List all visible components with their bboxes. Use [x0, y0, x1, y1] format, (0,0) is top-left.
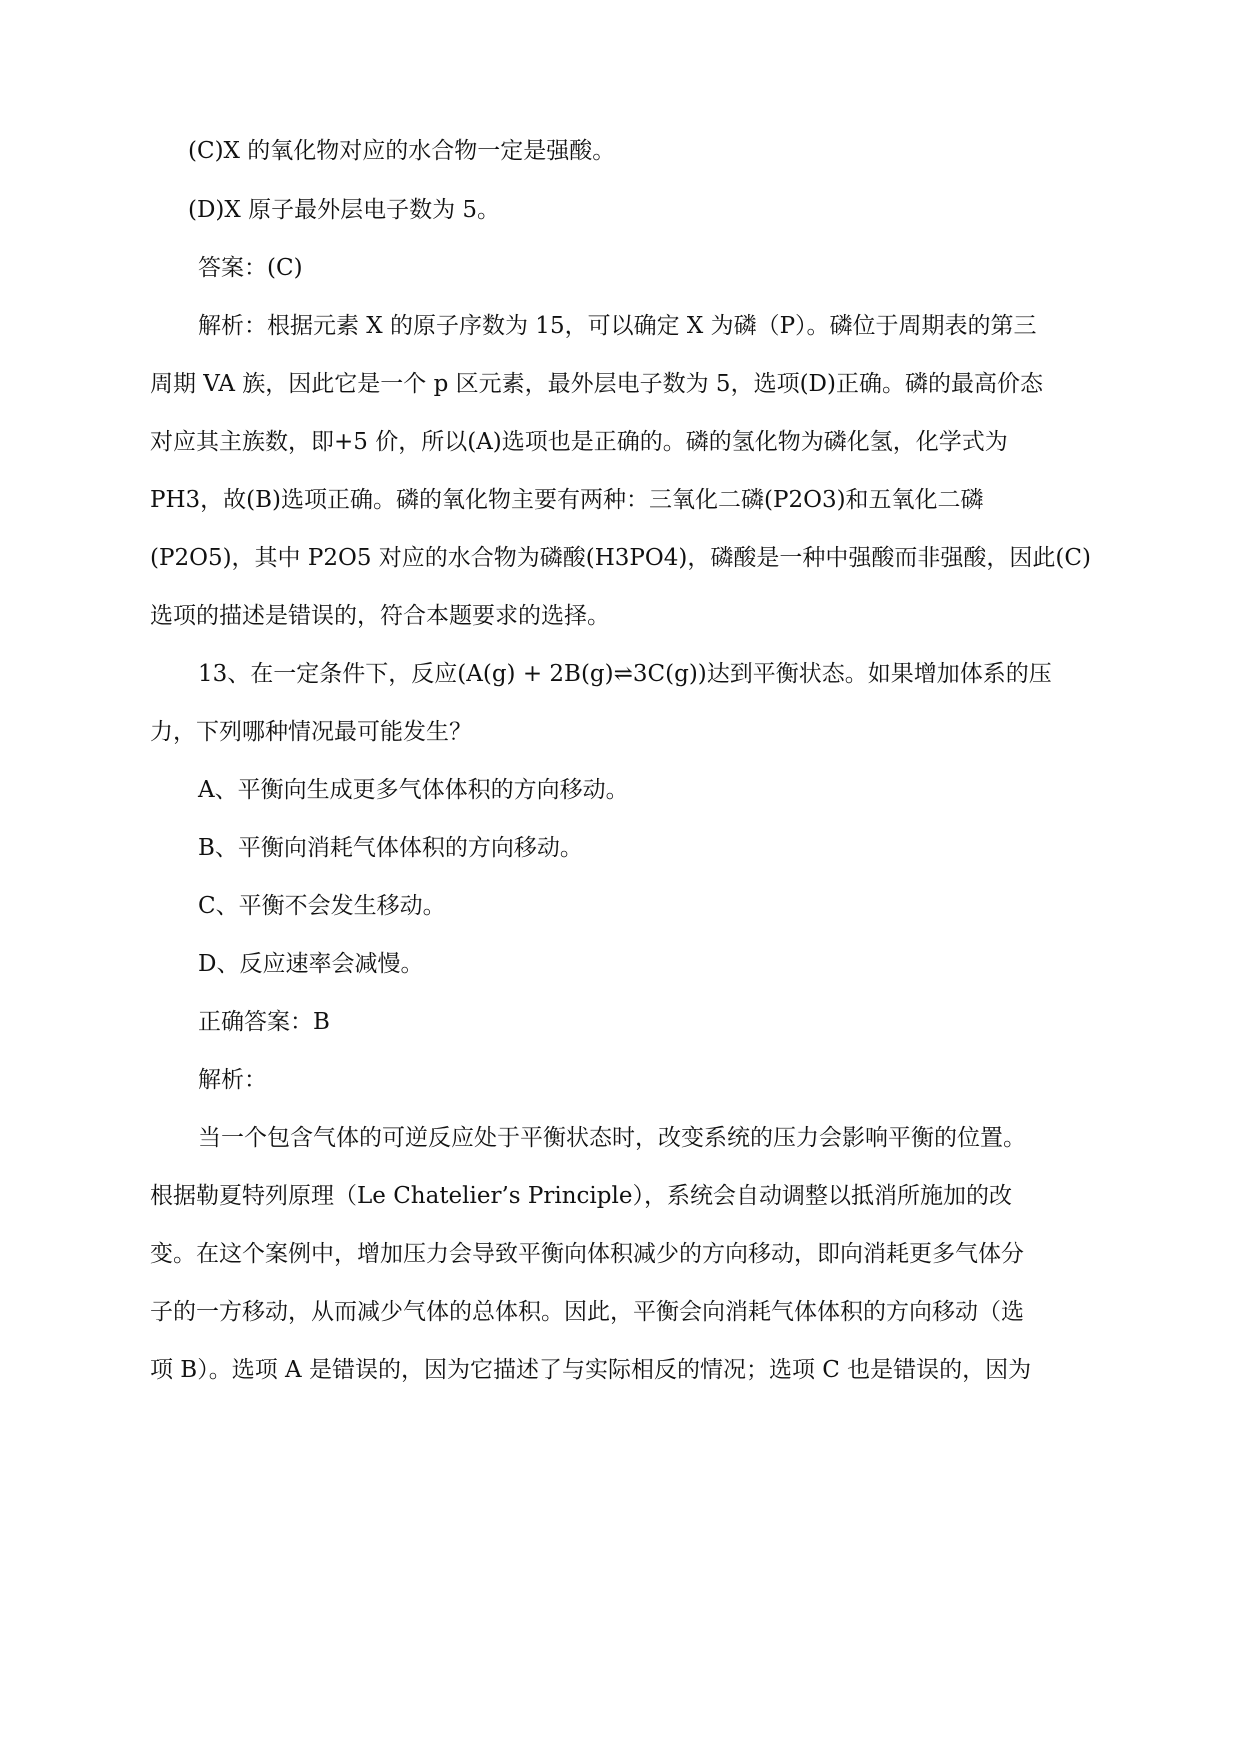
- option-a: A、平衡向生成更多气体体积的方向移动。: [198, 777, 629, 803]
- explanation-line: PH3，故(B)选项正确。磷的氧化物主要有两种：三氧化二磷(P2O3)和五氧化二磷: [150, 487, 984, 513]
- option-d: D、反应速率会减慢。: [198, 951, 424, 977]
- correct-answer-line: 正确答案：B: [198, 1009, 330, 1035]
- option-c: C、平衡不会发生移动。: [198, 893, 446, 919]
- explanation-line: (P2O5)，其中 P2O5 对应的水合物为磷酸(H3PO4)，磷酸是一种中强酸而非强酸，因此(C): [150, 545, 1091, 571]
- option-d-line: (D)X 原子最外层电子数为 5。: [188, 197, 501, 223]
- analysis-line: 子的一方移动，从而减少气体的总体积。因此，平衡会向消耗气体体积的方向移动（选: [150, 1299, 1024, 1325]
- analysis-line: 根据勒夏特列原理（Le Chatelier’s Principle），系统会自动调整以抵消所施加的改: [150, 1183, 1012, 1209]
- question-line: 力，下列哪种情况最可能发生？: [150, 719, 472, 745]
- analysis-line: 变。在这个案例中，增加压力会导致平衡向体积减少的方向移动，即向消耗更多气体分: [150, 1241, 1024, 1267]
- explanation-line: 选项的描述是错误的，符合本题要求的选择。: [150, 603, 610, 629]
- analysis-line: 当一个包含气体的可逆反应处于平衡状态时，改变系统的压力会影响平衡的位置。: [198, 1125, 1026, 1151]
- explanation-line: 周期 VA 族，因此它是一个 p 区元素，最外层电子数为 5，选项(D)正确。磷的最高价态: [150, 371, 1043, 397]
- explanation-line: 解析：根据元素 X 的原子序数为 15，可以确定 X 为磷（P）。磷位于周期表的第三: [198, 313, 1037, 339]
- explanation-line: 对应其主族数，即+5 价，所以(A)选项也是正确的。磷的氢化物为磷化氢，化学式为: [150, 429, 1008, 455]
- analysis-heading: 解析：: [198, 1067, 267, 1093]
- analysis-line: 项 B）。选项 A 是错误的，因为它描述了与实际相反的情况；选项 C 也是错误的，因为: [150, 1357, 1032, 1383]
- question-line: 13、在一定条件下，反应(A(g) + 2B(g)⇌3C(g))达到平衡状态。如果增加体系的压: [198, 661, 1052, 687]
- option-c-line: (C)X 的氧化物对应的水合物一定是强酸。: [188, 138, 616, 164]
- answer-line: 答案：(C): [198, 255, 303, 281]
- option-b: B、平衡向消耗气体体积的方向移动。: [198, 835, 583, 861]
